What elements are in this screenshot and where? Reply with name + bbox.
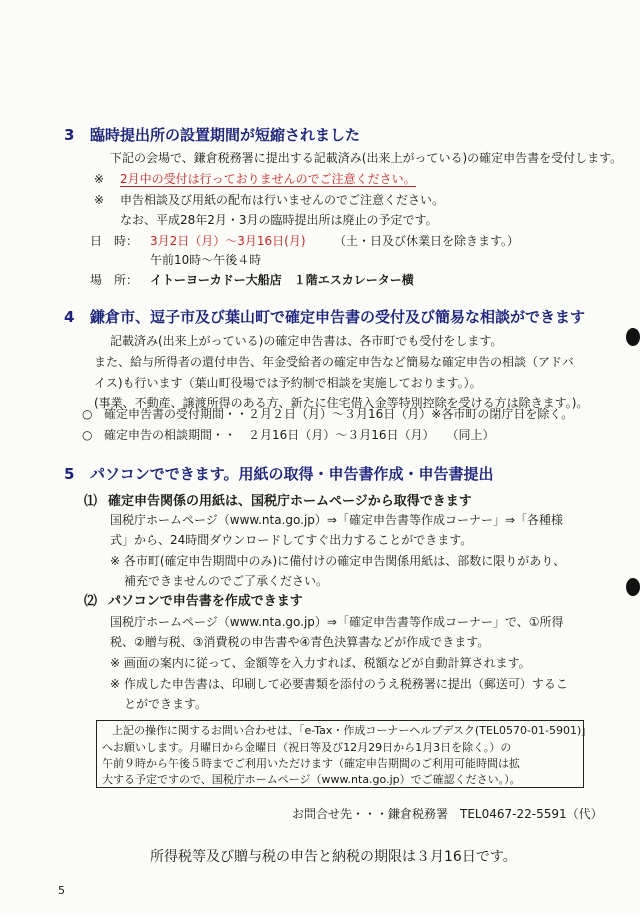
note-mark: ※	[94, 193, 105, 207]
s5-sub2-title: パソコンで申告書を作成できます	[108, 594, 303, 609]
binder-hole-mark	[626, 578, 640, 596]
deadline-notice: 所得税等及び贈与税の申告と納税の期限は３月16日です。	[150, 849, 517, 865]
s3-place-label: 場 所：	[90, 273, 139, 287]
s5-sub1-note-2: 補充できませんのでご了承ください。	[124, 574, 329, 588]
s5-sub1-line-1: 国税庁ホームページ（www.nta.go.jp）⇒「確定申告書等作成コーナー」⇒「各種様	[110, 513, 564, 527]
s5-sub1-num: ⑴	[84, 494, 98, 509]
note-mark: ※	[94, 172, 105, 186]
s5-sub2-note-3: とができます。	[124, 697, 208, 711]
bullet-circle: ○	[82, 407, 93, 421]
bullet-circle: ○	[82, 428, 93, 442]
s3-date-value: 3月2日（月）～3月16日(月)	[150, 234, 306, 248]
box-line-2: へお願いします。月曜日から金曜日（祝日等及び12月29日から1月3日を除く。）の	[102, 741, 512, 754]
binder-hole-mark	[626, 328, 640, 346]
s4-line-2: また、給与所得者の還付申告、年金受給者の確定申告など簡易な確定申告の相談（アドバ	[94, 355, 574, 369]
s3-date-note: （土・日及び休業日を除きます。）	[334, 234, 520, 248]
s4-line-3: イス)も行います（葉山町役場では予約制で相談を実施しております。）。	[94, 376, 482, 390]
s4-line-4: (事業、不動産、譲渡所得のある方、新たに住宅借入金等特別控除を受ける方は除きます。)。	[94, 396, 589, 410]
s4-bullet-2: 確定申告の相談期間・・ ２月16日（月）～３月16日（月） （同上）	[104, 428, 495, 442]
s5-sub2-line-1: 国税庁ホームページ（www.nta.go.jp）⇒「確定申告書等作成コーナー」で、①所得	[110, 615, 564, 629]
s3-place-value: イトーヨーカドー大船店 １階エスカレーター横	[150, 273, 414, 287]
s3-time: 午前10時～午後４時	[150, 253, 262, 267]
s5-sub2-note-2: ※ 作成した申告書は、印刷して必要書類を添付のうえ税務署に提出（郵送可）するこ	[110, 677, 568, 691]
s5-sub2-line-2: 税、②贈与税、③消費税の申告書や④青色決算書などが作成できます。	[110, 635, 490, 649]
section-5-heading: 5 パソコンでできます。用紙の取得・申告書作成・申告書提出	[64, 465, 494, 483]
s3-paragraph: 下記の会場で、鎌倉税務署に提出する記載済み(出来上がっている)の確定申告書を受付します。	[110, 151, 623, 165]
s5-sub1-title: 確定申告関係の用紙は、国税庁ホームページから取得できます	[108, 494, 472, 509]
s5-sub2-num: ⑵	[84, 594, 98, 609]
s3-note-3: なお、平成28年2月・3月の臨時提出所は廃止の予定です。	[120, 213, 438, 227]
box-line-3: 午前９時から午後５時までご利用いただけます（確定申告期間のご利用可能時間は拡	[102, 757, 520, 770]
box-line-4: 大する予定ですので、国税庁ホームページ（www.nta.go.jp）でご確認ください。）。	[102, 773, 521, 786]
s3-note-red: 2月中の受付は行っておりませんのでご注意ください。	[120, 172, 416, 186]
s5-sub2-note-1: ※ 画面の案内に従って、金額等を入力すれば、税額などが自動計算されます。	[110, 656, 531, 670]
s4-line-1: 記載済み(出来上がっている)の確定申告書は、各市町でも受付をします。	[110, 334, 503, 348]
s3-note-2: 申告相談及び用紙の配布は行いませんのでご注意ください。	[120, 193, 445, 207]
section-3-heading: 3 臨時提出所の設置期間が短縮されました	[64, 126, 361, 144]
page-number: 5	[58, 884, 65, 897]
s5-sub1-line-2: 式」から、24時間ダウンロードしてすぐ出力することができます。	[110, 533, 473, 547]
contact-info: お問合せ先・・・鎌倉税務署 TEL0467-22-5591（代）	[292, 807, 603, 821]
s5-sub1-note-1: ※ 各市町(確定申告期間中のみ)に備付けの確定申告関係用紙は、部数に限りがあり、	[110, 554, 566, 568]
s3-date-label: 日 時：	[90, 234, 139, 248]
s4-bullet-1: 確定申告書の受付期間・・２月２日（月）～３月16日（月）※各市町の閉庁日を除く。	[104, 407, 574, 421]
box-line-1: 上記の操作に関するお問い合わせは、「e-Tax・作成コーナーヘルプデスク(TEL0570-01-5901)」	[112, 724, 593, 737]
section-4-heading: 4 鎌倉市、逗子市及び葉山町で確定申告書の受付及び簡易な相談ができます	[64, 308, 586, 326]
